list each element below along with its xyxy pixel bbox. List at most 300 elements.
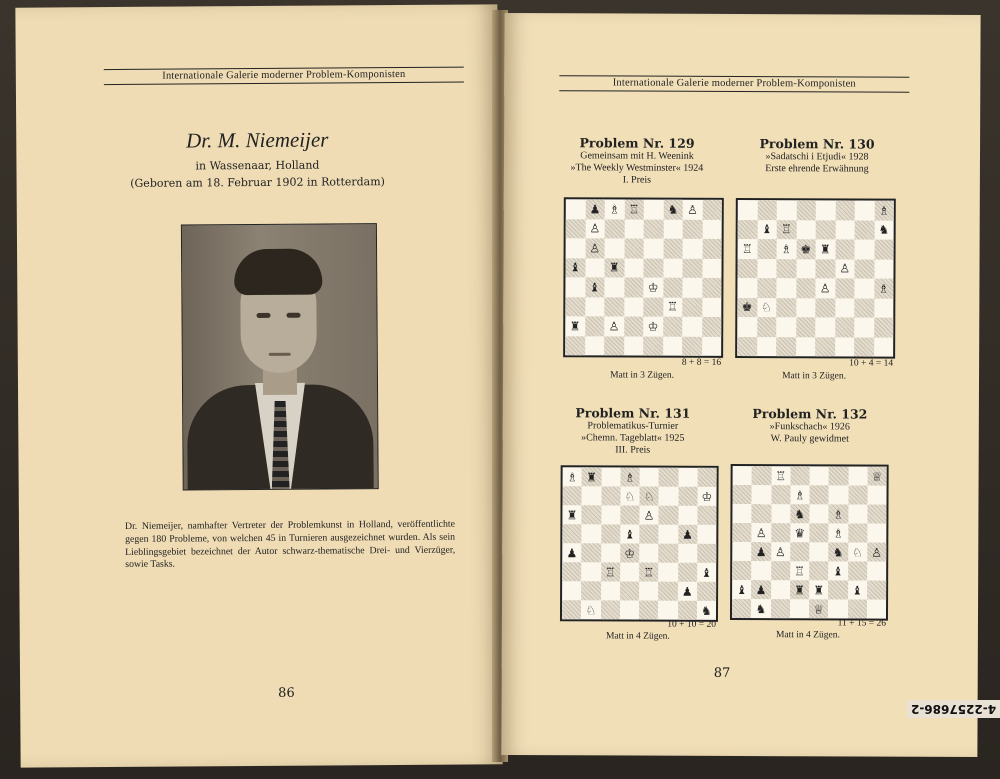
problem-130-caption bbox=[732, 136, 902, 176]
board-square bbox=[848, 580, 867, 599]
chess-piece: ♟ bbox=[681, 584, 693, 599]
board-square bbox=[697, 601, 716, 620]
board-square bbox=[732, 485, 751, 504]
board-square bbox=[658, 601, 677, 620]
board-square bbox=[620, 562, 639, 581]
board-square bbox=[585, 258, 605, 278]
board-square bbox=[582, 467, 601, 486]
board-square bbox=[702, 258, 722, 278]
board-square bbox=[732, 523, 751, 542]
board-square bbox=[848, 466, 867, 485]
board-square bbox=[702, 336, 722, 356]
chess-piece: ♖ bbox=[667, 299, 678, 314]
chess-piece: ♝ bbox=[624, 526, 636, 542]
board-square bbox=[752, 466, 771, 485]
board-square bbox=[678, 582, 697, 601]
board-square bbox=[757, 298, 777, 318]
portrait-photo bbox=[181, 223, 379, 490]
board-square bbox=[867, 581, 886, 600]
board-square bbox=[658, 563, 677, 582]
board-square bbox=[867, 600, 886, 619]
chess-piece: ♝ bbox=[761, 222, 773, 237]
problem-title: Problem Nr. 131 bbox=[575, 405, 691, 421]
board-square bbox=[796, 259, 816, 279]
chess-piece: ♘ bbox=[851, 544, 863, 560]
board-square bbox=[874, 201, 894, 221]
board-square bbox=[620, 543, 639, 562]
board-square bbox=[582, 486, 601, 505]
board-square bbox=[796, 337, 816, 357]
board-square bbox=[757, 278, 777, 298]
board-square bbox=[682, 258, 702, 278]
board-square bbox=[563, 467, 582, 486]
board-square bbox=[815, 259, 835, 279]
board-square bbox=[738, 219, 758, 239]
board-square bbox=[776, 259, 796, 279]
board-square bbox=[874, 298, 894, 318]
board-square bbox=[848, 561, 867, 580]
board-square bbox=[659, 525, 678, 544]
board-square bbox=[600, 600, 619, 619]
board-square bbox=[867, 562, 886, 581]
chess-piece: ♕ bbox=[813, 601, 825, 616]
board-square bbox=[702, 219, 722, 239]
board-square bbox=[683, 219, 703, 239]
board-square bbox=[678, 468, 697, 487]
board-square bbox=[677, 601, 696, 620]
board-square bbox=[732, 561, 751, 580]
board-square bbox=[659, 468, 678, 487]
board-square bbox=[565, 297, 585, 317]
board-square bbox=[605, 219, 625, 239]
board-square bbox=[565, 316, 585, 336]
board-square bbox=[790, 504, 809, 523]
board-square bbox=[659, 487, 678, 506]
board-square bbox=[639, 544, 658, 563]
board-square bbox=[796, 220, 816, 240]
board-square bbox=[601, 467, 620, 486]
board-square bbox=[620, 505, 639, 524]
board-square bbox=[790, 466, 809, 485]
composer-birth: (Geboren am 18. Februar 1902 in Rotterdam) bbox=[130, 175, 385, 190]
board-square bbox=[732, 599, 751, 618]
board-square bbox=[697, 506, 716, 525]
board-square bbox=[796, 298, 816, 318]
board-square bbox=[737, 317, 757, 337]
chess-piece: ♞ bbox=[794, 506, 806, 521]
chess-piece: ♔ bbox=[624, 545, 636, 561]
chess-piece: ♚ bbox=[800, 242, 812, 257]
board-square bbox=[867, 543, 886, 562]
chess-piece: ♙ bbox=[643, 508, 655, 523]
board-square bbox=[601, 524, 620, 543]
chess-piece: ♗ bbox=[780, 241, 792, 256]
board-square bbox=[854, 298, 874, 318]
board-square bbox=[776, 278, 796, 298]
chess-piece: ♟ bbox=[755, 582, 767, 597]
chess-piece: ♞ bbox=[755, 601, 767, 616]
chess-board bbox=[563, 197, 724, 358]
board-square bbox=[604, 297, 624, 317]
board-square bbox=[620, 486, 639, 505]
board-square bbox=[829, 485, 848, 504]
board-square bbox=[620, 600, 639, 619]
board-square bbox=[565, 258, 585, 278]
board-square bbox=[658, 582, 677, 601]
board-square bbox=[562, 581, 581, 600]
board-square bbox=[874, 318, 894, 338]
board-square bbox=[771, 523, 790, 542]
board-square bbox=[809, 523, 828, 542]
biography-text: Dr. Niemeijer, namhafter Vertreter der Problemkunst in Holland, veröffentlichte gegen 180 Probleme, von welchen 45 in Turnieren ausgezeichnet wurden. Als sein Lieblingsgebiet bezeichnet der Autor schwarz-thematische Drei- und Vierzüger, sowie Tasks. bbox=[124, 518, 456, 571]
board-square bbox=[732, 542, 751, 561]
stipulation: Matt in 4 Zügen. bbox=[775, 630, 840, 641]
chess-piece: ♜ bbox=[794, 582, 805, 597]
board-square bbox=[771, 580, 790, 599]
problem-source: »The Weekly Westminster« 1924 bbox=[570, 162, 704, 174]
board-square bbox=[562, 543, 581, 562]
chess-piece: ♝ bbox=[832, 563, 844, 578]
board-square bbox=[663, 317, 683, 337]
chess-piece: ♜ bbox=[608, 260, 620, 275]
board-square bbox=[809, 542, 828, 561]
board-square bbox=[601, 505, 620, 524]
problem-source: Gemeinsam mit H. Weenink bbox=[580, 150, 694, 162]
chess-piece: ♟ bbox=[755, 544, 767, 559]
problem-title: Problem Nr. 130 bbox=[759, 136, 875, 152]
board-square bbox=[639, 582, 658, 601]
running-header: Internationale Galerie moderner Problem-Komponisten bbox=[559, 75, 909, 93]
chess-piece: ♜ bbox=[586, 469, 597, 484]
board-square bbox=[790, 580, 809, 599]
chess-piece: ♜ bbox=[813, 582, 825, 597]
problem-award: III. Preis bbox=[615, 444, 651, 456]
board-square bbox=[771, 542, 790, 561]
board-square bbox=[585, 277, 605, 297]
board-square bbox=[790, 523, 809, 542]
board-square bbox=[835, 200, 855, 220]
board-square bbox=[848, 542, 867, 561]
composer-location: in Wassenaar, Holland bbox=[195, 158, 320, 173]
board-square bbox=[604, 277, 624, 297]
chess-piece: ♙ bbox=[589, 221, 601, 236]
chess-piece: ♖ bbox=[604, 564, 616, 579]
board-square bbox=[835, 298, 855, 318]
board-square bbox=[643, 297, 663, 317]
board-square bbox=[624, 277, 644, 297]
chess-piece: ♘ bbox=[585, 602, 597, 617]
chess-piece: ♙ bbox=[755, 525, 767, 540]
board-square bbox=[835, 220, 855, 240]
board-square bbox=[854, 259, 874, 279]
board-square bbox=[733, 466, 752, 485]
board-square bbox=[678, 506, 697, 525]
board-square bbox=[585, 336, 605, 356]
chess-piece: ♛ bbox=[794, 525, 806, 540]
board-square bbox=[702, 239, 722, 259]
board-square bbox=[874, 279, 894, 299]
chess-piece: ♝ bbox=[851, 582, 863, 598]
board-square bbox=[796, 317, 816, 337]
board-square bbox=[796, 200, 816, 220]
chess-piece: ♝ bbox=[569, 260, 581, 275]
board-square bbox=[682, 317, 702, 337]
board-square bbox=[581, 543, 600, 562]
chess-piece: ♟ bbox=[682, 527, 693, 542]
board-square bbox=[683, 239, 703, 259]
right-page bbox=[501, 13, 980, 757]
chess-board bbox=[735, 198, 896, 359]
composer-name: Dr. M. Niemeijer bbox=[186, 127, 329, 153]
board-square bbox=[848, 485, 867, 504]
board-square bbox=[776, 317, 796, 337]
board-square bbox=[702, 297, 722, 317]
board-square bbox=[757, 337, 777, 357]
chess-piece: ♘ bbox=[624, 488, 636, 504]
board-square bbox=[678, 544, 697, 563]
board-square bbox=[737, 278, 757, 298]
board-square bbox=[624, 219, 644, 239]
board-square bbox=[732, 580, 751, 599]
chess-piece: ♝ bbox=[701, 565, 712, 580]
board-square bbox=[757, 259, 777, 279]
board-square bbox=[810, 466, 829, 485]
board-square bbox=[624, 258, 644, 278]
board-square bbox=[757, 200, 777, 220]
chess-piece: ♝ bbox=[736, 582, 748, 597]
board-square bbox=[601, 581, 620, 600]
board-square bbox=[752, 523, 771, 542]
chess-piece: ♙ bbox=[687, 202, 698, 217]
board-square bbox=[835, 278, 855, 298]
board-square bbox=[738, 200, 758, 220]
board-square bbox=[790, 542, 809, 561]
board-square bbox=[809, 485, 828, 504]
chess-board bbox=[560, 465, 719, 622]
board-square bbox=[644, 219, 664, 239]
board-square bbox=[854, 317, 874, 337]
board-square bbox=[829, 523, 848, 542]
board-square bbox=[697, 525, 716, 544]
board-square bbox=[585, 297, 605, 317]
board-square bbox=[659, 506, 678, 525]
board-square bbox=[737, 258, 757, 278]
board-square bbox=[854, 278, 874, 298]
board-square bbox=[697, 487, 716, 506]
problem-title: Problem Nr. 132 bbox=[752, 406, 868, 422]
left-page bbox=[15, 4, 502, 767]
board-square bbox=[582, 524, 601, 543]
board-square bbox=[874, 337, 894, 357]
board-square bbox=[848, 523, 867, 542]
board-square bbox=[809, 580, 828, 599]
board-square bbox=[702, 317, 722, 337]
board-square bbox=[663, 336, 683, 356]
chess-piece: ♕ bbox=[871, 469, 883, 484]
board-square bbox=[776, 337, 796, 357]
board-square bbox=[604, 258, 624, 278]
board-square bbox=[777, 220, 797, 240]
board-square bbox=[737, 336, 757, 356]
board-square bbox=[663, 278, 683, 298]
board-square bbox=[582, 505, 601, 524]
board-square bbox=[815, 317, 835, 337]
chess-piece: ♘ bbox=[761, 300, 772, 315]
board-square bbox=[777, 239, 797, 259]
board-square bbox=[732, 504, 751, 523]
board-square bbox=[639, 601, 658, 620]
problem-source: »Sadatschi i Etjudi« 1928 bbox=[765, 151, 869, 163]
board-square bbox=[605, 238, 625, 258]
board-square bbox=[771, 561, 790, 580]
board-square bbox=[643, 258, 663, 278]
board-square bbox=[640, 468, 659, 487]
board-square bbox=[624, 316, 644, 336]
problem-award: W. Pauly gewidmet bbox=[770, 433, 849, 445]
chess-piece: ♙ bbox=[608, 319, 620, 334]
board-square bbox=[682, 278, 702, 298]
board-square bbox=[697, 563, 716, 582]
board-square bbox=[644, 200, 664, 220]
board-square bbox=[829, 504, 848, 523]
board-square bbox=[816, 239, 836, 259]
board-square bbox=[770, 599, 789, 618]
board-square bbox=[601, 562, 620, 581]
board-square bbox=[562, 486, 581, 505]
board-square bbox=[663, 219, 683, 239]
board-square bbox=[624, 336, 644, 356]
board-square bbox=[663, 200, 683, 220]
board-square bbox=[585, 238, 605, 258]
board-square bbox=[816, 220, 836, 240]
board-square bbox=[835, 337, 855, 357]
board-square bbox=[855, 239, 875, 259]
inventory-stamp: 4-2257686-2 bbox=[907, 700, 1000, 718]
board-square bbox=[771, 466, 790, 485]
board-square bbox=[835, 259, 855, 279]
board-square bbox=[751, 599, 770, 618]
board-square bbox=[848, 504, 867, 523]
stipulation: Matt in 3 Zügen. bbox=[610, 370, 674, 381]
chess-piece: ♖ bbox=[741, 241, 753, 256]
board-square bbox=[663, 258, 683, 278]
problem-award: Erste ehrende Erwähnung bbox=[765, 163, 869, 175]
chess-piece: ♗ bbox=[566, 469, 578, 484]
board-square bbox=[771, 504, 790, 523]
board-square bbox=[855, 200, 875, 220]
board-square bbox=[562, 524, 581, 543]
chess-piece: ♜ bbox=[819, 242, 831, 257]
board-square bbox=[809, 504, 828, 523]
stipulation: Matt in 3 Zügen. bbox=[782, 371, 846, 382]
board-square bbox=[562, 562, 581, 581]
board-square bbox=[604, 316, 624, 336]
board-square bbox=[639, 506, 658, 525]
board-square bbox=[847, 599, 866, 618]
chess-piece: ♙ bbox=[819, 281, 831, 296]
chess-piece: ♚ bbox=[741, 300, 753, 315]
board-square bbox=[790, 485, 809, 504]
board-square bbox=[624, 297, 644, 317]
board-square bbox=[867, 486, 886, 505]
problem-source: »Chemn. Tageblatt« 1925 bbox=[581, 432, 685, 444]
board-square bbox=[752, 485, 771, 504]
problem-129-caption bbox=[552, 135, 722, 187]
board-square bbox=[643, 278, 663, 298]
board-square bbox=[828, 561, 847, 580]
board-square bbox=[815, 278, 835, 298]
board-square bbox=[663, 239, 683, 259]
chess-board bbox=[730, 464, 889, 621]
board-square bbox=[697, 468, 716, 487]
chess-piece: ♗ bbox=[794, 487, 806, 502]
board-square bbox=[809, 599, 828, 618]
board-square bbox=[809, 561, 828, 580]
board-square bbox=[771, 485, 790, 504]
board-square bbox=[737, 297, 757, 317]
board-square bbox=[585, 199, 605, 219]
chess-piece: ♔ bbox=[647, 319, 659, 334]
chess-piece: ♗ bbox=[832, 525, 844, 540]
board-square bbox=[757, 239, 777, 259]
chess-piece: ♟ bbox=[589, 202, 601, 217]
board-square bbox=[751, 542, 770, 561]
board-square bbox=[562, 600, 581, 619]
board-square bbox=[639, 487, 658, 506]
board-square bbox=[815, 298, 835, 318]
board-square bbox=[828, 542, 847, 561]
board-square bbox=[581, 562, 600, 581]
page-number: 87 bbox=[713, 665, 731, 681]
board-square bbox=[828, 599, 847, 618]
problem-132-caption bbox=[725, 406, 895, 446]
board-square bbox=[643, 336, 663, 356]
board-square bbox=[639, 525, 658, 544]
chess-piece: ♙ bbox=[774, 544, 786, 559]
chess-piece: ♗ bbox=[878, 203, 890, 218]
chess-piece: ♞ bbox=[700, 603, 712, 618]
chess-piece: ♞ bbox=[878, 222, 890, 237]
board-square bbox=[874, 259, 894, 279]
board-square bbox=[678, 487, 697, 506]
problem-source: Problematikus-Turnier bbox=[587, 420, 679, 432]
chess-piece: ♗ bbox=[832, 506, 844, 521]
board-square bbox=[829, 466, 848, 485]
chess-piece: ♖ bbox=[781, 222, 792, 237]
chess-piece: ♟ bbox=[566, 545, 578, 560]
board-square bbox=[624, 199, 644, 219]
board-square bbox=[562, 505, 581, 524]
board-square bbox=[697, 544, 716, 563]
board-square bbox=[874, 220, 894, 240]
chess-piece: ♗ bbox=[878, 281, 890, 296]
board-square bbox=[752, 504, 771, 523]
board-square bbox=[678, 525, 697, 544]
board-square bbox=[639, 563, 658, 582]
problem-131-caption bbox=[548, 405, 718, 457]
board-square bbox=[867, 524, 886, 543]
board-square bbox=[757, 220, 777, 240]
problem-title: Problem Nr. 129 bbox=[579, 135, 695, 151]
board-square bbox=[565, 277, 585, 297]
board-square bbox=[757, 317, 777, 337]
problem-source: »Funkschach« 1926 bbox=[769, 421, 850, 433]
chess-piece: ♙ bbox=[871, 545, 883, 560]
chess-piece: ♖ bbox=[775, 468, 787, 483]
chess-piece: ♞ bbox=[667, 202, 679, 217]
board-square bbox=[605, 199, 625, 219]
board-square bbox=[790, 599, 809, 618]
